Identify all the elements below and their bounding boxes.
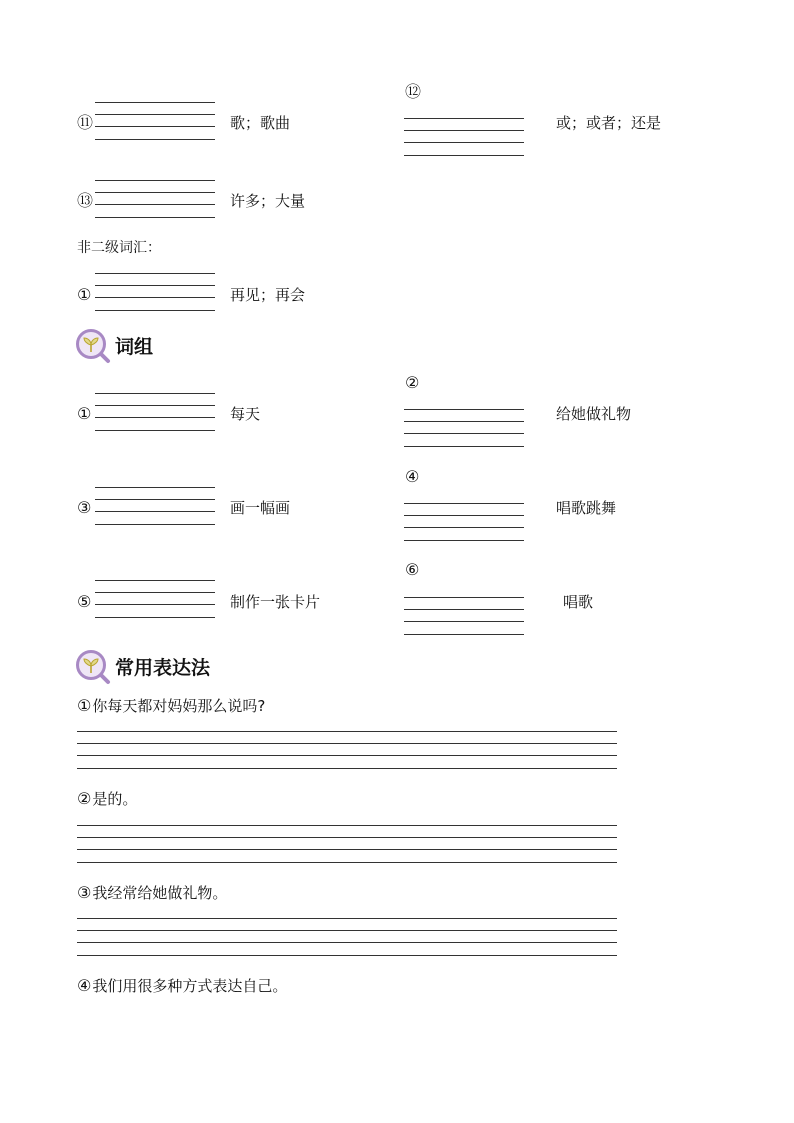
answer-lines[interactable]	[404, 503, 524, 541]
item-meaning: 唱歌	[563, 593, 594, 611]
item-number: ②	[405, 373, 420, 392]
item-number: ④	[405, 467, 420, 486]
item-meaning: 或；或者；还是	[556, 114, 662, 132]
answer-lines[interactable]	[404, 118, 524, 156]
item-meaning: 许多；大量	[230, 192, 306, 210]
item-meaning: 歌；歌曲	[230, 114, 291, 132]
answer-lines[interactable]	[404, 597, 524, 635]
sentence	[77, 977, 287, 995]
item-number: ⑤	[77, 592, 92, 611]
sentence	[77, 790, 137, 808]
answer-lines[interactable]	[77, 918, 617, 956]
item-meaning: 再见；再会	[230, 286, 306, 304]
answer-lines[interactable]	[77, 731, 617, 769]
answer-lines[interactable]	[95, 487, 215, 525]
non-level2-heading: 非二级词汇：	[77, 240, 161, 256]
answer-lines[interactable]	[95, 273, 215, 311]
section-title: 词组	[115, 336, 154, 358]
sentence-text: 是的。	[92, 790, 138, 808]
item-number: ①	[77, 285, 92, 304]
sentence-text: 你每天都对妈妈那么说吗?	[92, 697, 266, 715]
item-number: ③	[77, 498, 92, 517]
sentence	[77, 884, 227, 902]
item-number: ⑥	[405, 560, 420, 579]
sentence-number: ①	[77, 696, 92, 715]
item-number: ⑪	[77, 113, 94, 132]
item-number: ⑫	[405, 82, 422, 101]
section-title: 常用表达法	[115, 657, 211, 679]
magnifier-sprout-icon	[75, 328, 111, 364]
item-meaning: 给她做礼物	[556, 405, 632, 423]
item-meaning: 制作一张卡片	[230, 593, 321, 611]
magnifier-sprout-icon	[75, 649, 111, 685]
sentence-number: ④	[77, 976, 92, 995]
answer-lines[interactable]	[95, 180, 215, 218]
item-number: ⑬	[77, 191, 94, 210]
sentence-text: 我经常给她做礼物。	[92, 884, 228, 902]
sentence-number: ②	[77, 789, 92, 808]
item-number: ①	[77, 404, 92, 423]
item-meaning: 每天	[230, 405, 261, 423]
item-meaning: 画一幅画	[230, 499, 291, 517]
answer-lines[interactable]	[95, 102, 215, 140]
answer-lines[interactable]	[77, 825, 617, 863]
sentence-number: ③	[77, 883, 92, 902]
answer-lines[interactable]	[404, 409, 524, 447]
answer-lines[interactable]	[95, 580, 215, 618]
sentence-text: 我们用很多种方式表达自己。	[92, 977, 288, 995]
item-meaning: 唱歌跳舞	[556, 499, 617, 517]
answer-lines[interactable]	[95, 393, 215, 431]
sentence	[77, 697, 265, 715]
